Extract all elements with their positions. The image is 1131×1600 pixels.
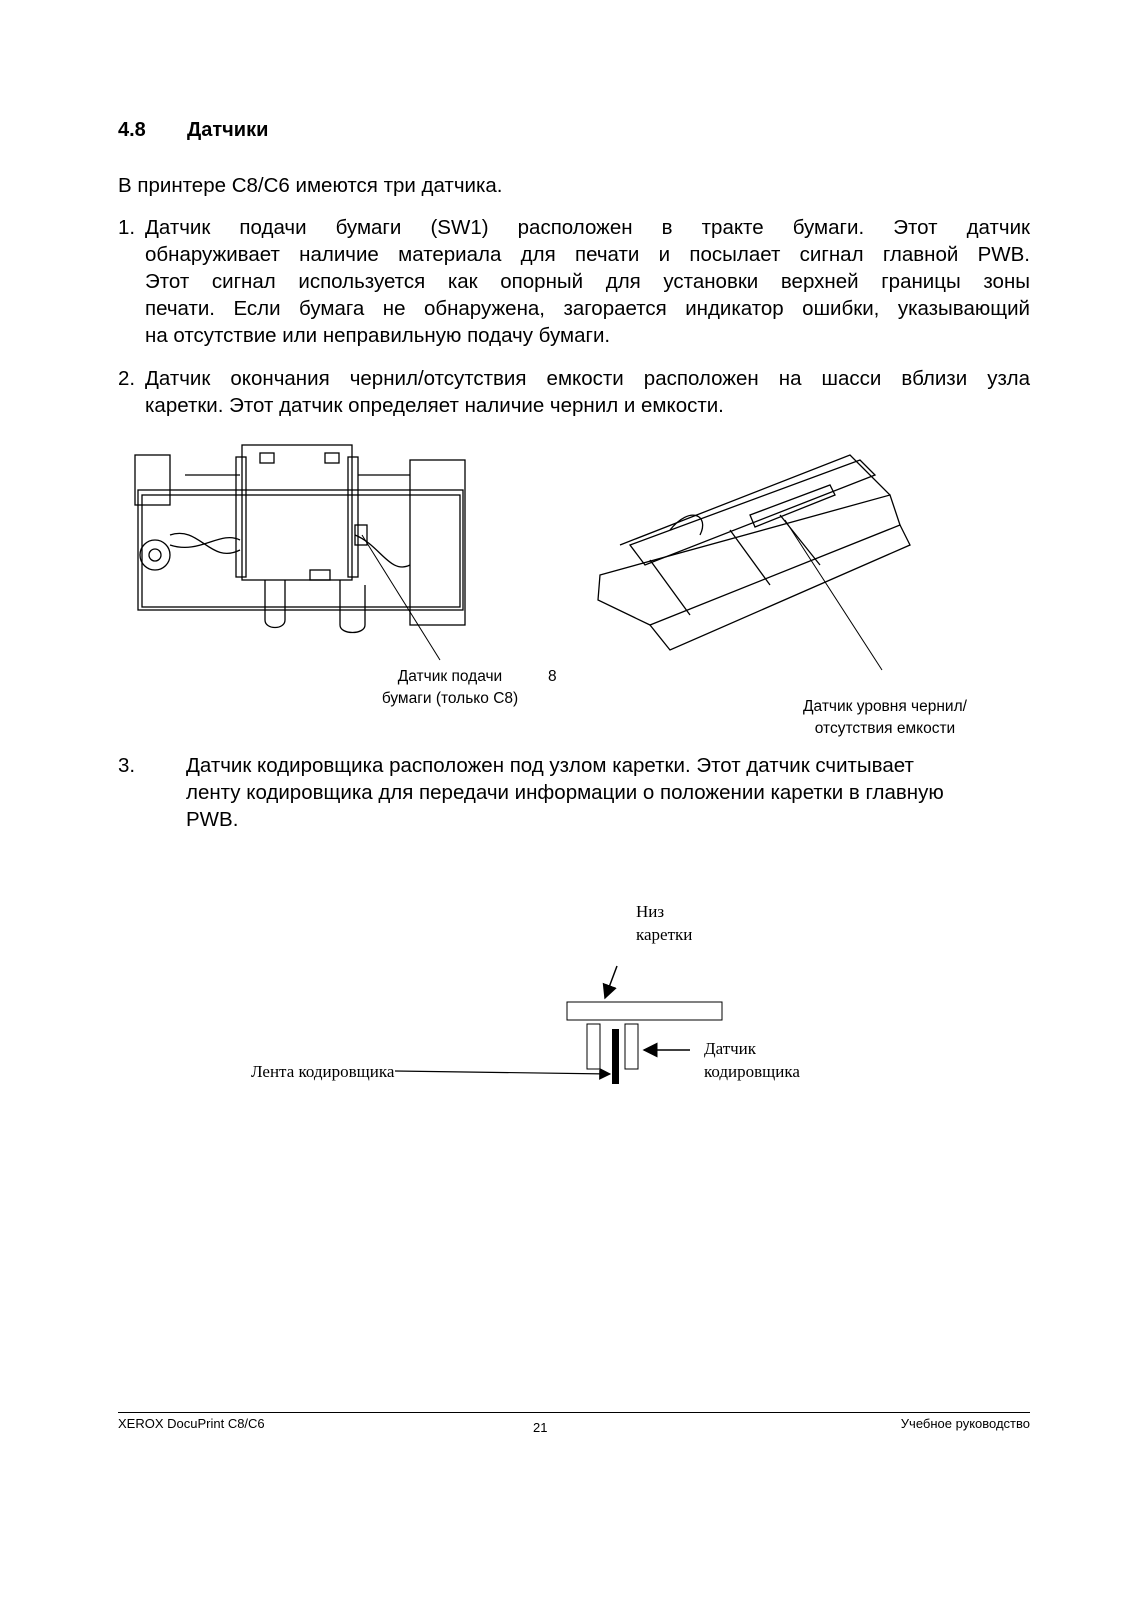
item-2-text [145, 365, 1030, 419]
encoder-strip-label: Лента кодировщика [251, 1062, 395, 1081]
section-number: 4.8 [118, 119, 146, 141]
carriage-bottom-label [636, 900, 692, 946]
printer-perspective-drawing [598, 455, 910, 670]
label-line: Датчик [704, 1039, 757, 1058]
text-line: Датчик кодировщика расположен под узлом каретки. Этот датчик считывает [186, 754, 914, 777]
label-line: каретки [636, 925, 693, 944]
printer-illustrations [130, 435, 1030, 675]
text-line: на отсутствие или неправильную подачу бумаги. [145, 324, 611, 347]
encoder-strip [612, 1029, 619, 1084]
footer-right: Учебное руководство [900, 1416, 1030, 1431]
ink-sensor-label [770, 696, 1000, 740]
label-line: Датчик подачи [397, 668, 503, 685]
text-line: ленту кодировщика для передачи информации о положении каретки в главную [186, 781, 944, 804]
sensor-left-arm [587, 1024, 600, 1069]
text-line: каретки. Этот датчик определяет наличие чернил и емкости. [145, 394, 724, 417]
text-line: печати. Если бумага не обнаружена, загорается индикатор ошибки, указывающий [145, 297, 1030, 320]
section-title: Датчики [187, 119, 269, 141]
text-line: Датчик окончания чернил/отсутствия емкости расположен на шасси вблизи узла [145, 367, 1030, 390]
carriage-bottom-bar [567, 1002, 722, 1020]
paper-sensor-label [365, 666, 535, 710]
item-3-text [186, 752, 1014, 833]
item-3-number: 3. [118, 754, 136, 777]
item-1-text [145, 214, 1030, 349]
text-line: обнаруживает наличие материала для печати и посылает сигнал главной PWB. [145, 243, 1030, 266]
text-line: Датчик подачи бумаги (SW1) расположен в тракте бумаги. Этот датчик [145, 216, 1030, 239]
item-1-number: 1. [118, 216, 136, 239]
item-2-number: 2. [118, 367, 136, 390]
footer-left: XEROX DocuPrint C8/C6 [118, 1416, 265, 1431]
text-line: Этот сигнал используется как опорный для установки верхней границы зоны [145, 270, 1030, 293]
footer-divider [118, 1412, 1030, 1413]
label-line: Датчик уровня чернил/ [803, 698, 967, 715]
label-line: Низ [636, 902, 665, 921]
encoder-sensor-label [704, 1037, 800, 1083]
stray-number: 8 [548, 668, 557, 685]
sensor-right-arm [625, 1024, 638, 1069]
page-number: 21 [533, 1420, 548, 1435]
intro-text: В принтере C8/C6 имеются три датчика. [118, 174, 503, 197]
text-line: PWB. [186, 808, 239, 831]
printer-top-view-drawing [135, 445, 465, 660]
label-line: кодировщика [704, 1062, 800, 1081]
label-line: отсутствия емкости [814, 720, 956, 737]
label-line: бумаги (только C8) [381, 690, 519, 707]
